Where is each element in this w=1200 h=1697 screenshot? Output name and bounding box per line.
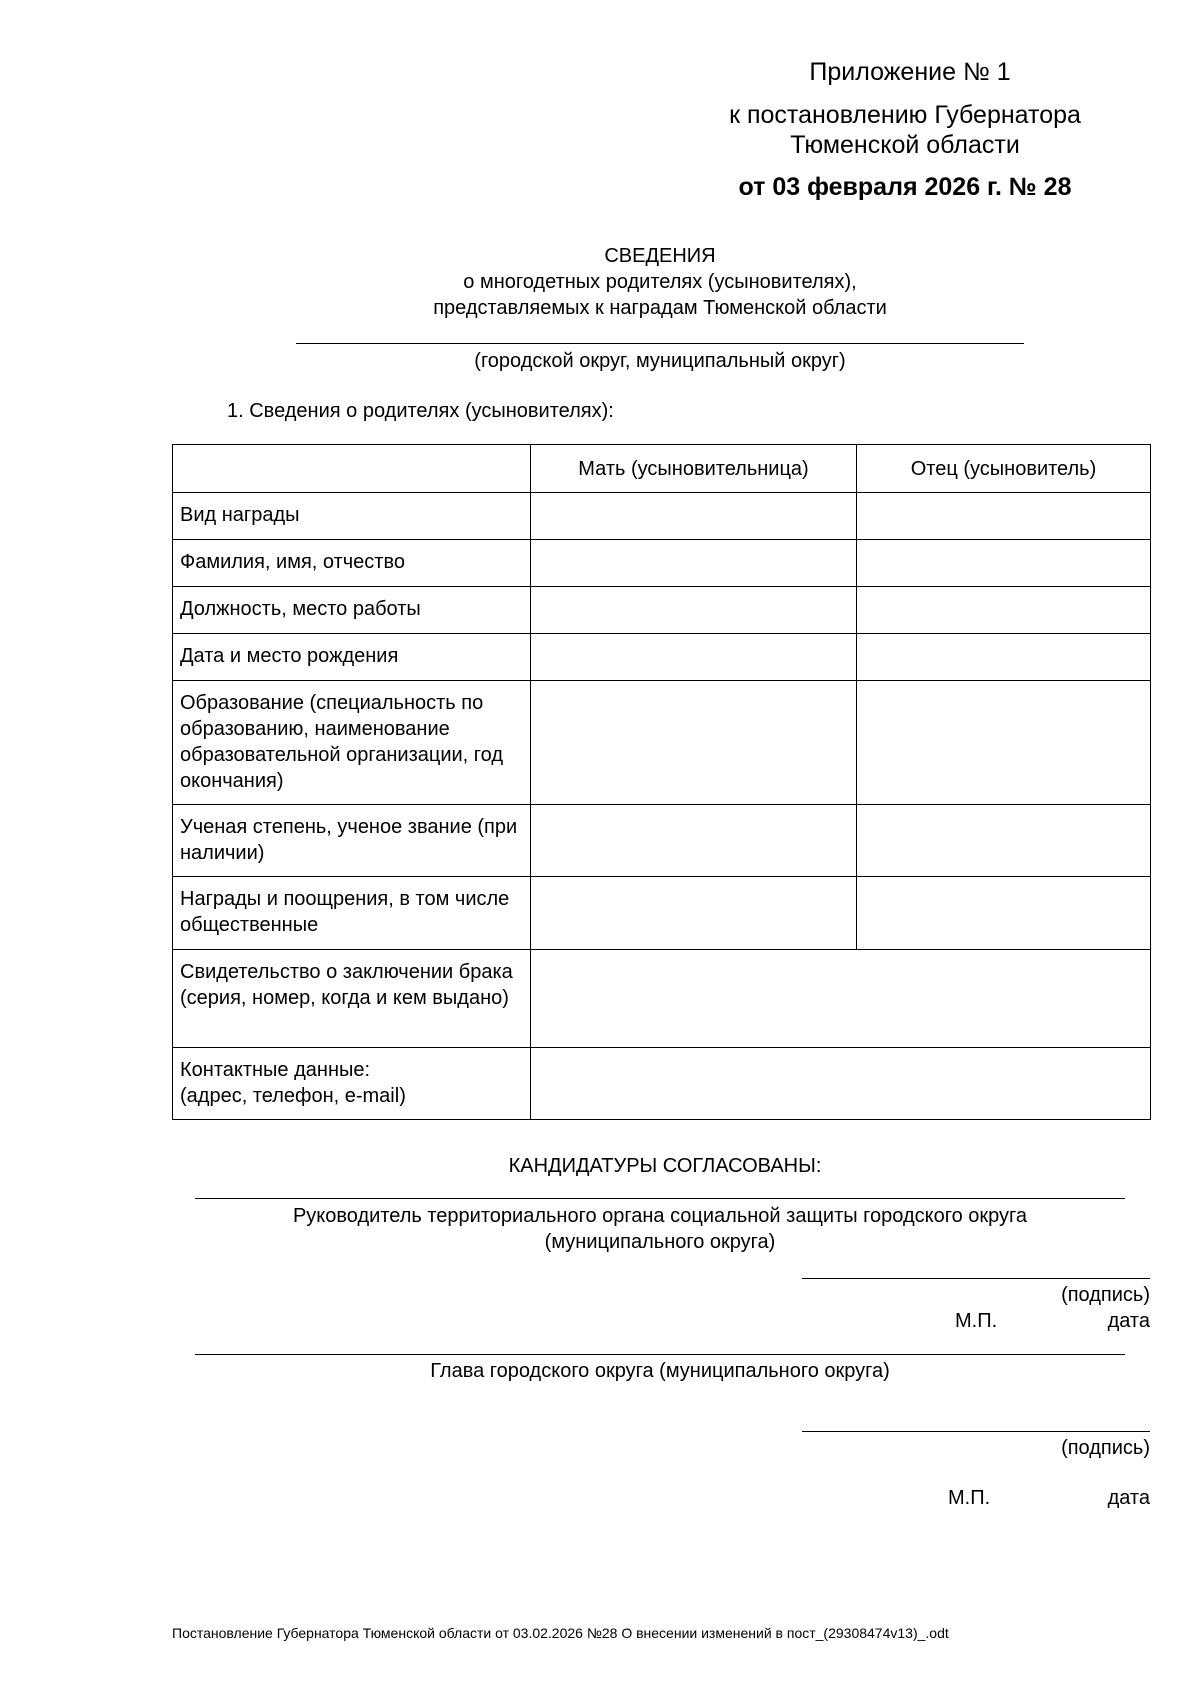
table-row	[173, 493, 1151, 540]
resolution-ref-line1: к постановлению Губернатора	[729, 101, 1081, 129]
marriage-certificate-cell[interactable]	[531, 950, 1151, 1048]
document-subtitle-line1: о многодетных родителях (усыновителях),	[463, 271, 857, 293]
mother-awards-cell[interactable]	[531, 877, 857, 950]
district-head-caption: Глава городского округа (муниципального округа)	[430, 1360, 890, 1382]
row-label-contacts: Контактные данные: (адрес, телефон, e-mail)	[173, 1048, 531, 1120]
table-row	[173, 805, 1151, 877]
father-birth-cell[interactable]	[857, 634, 1151, 681]
row-label-full-name: Фамилия, имя, отчество	[173, 540, 531, 587]
resolution-ref-line2: Тюменской области	[790, 131, 1020, 159]
row-label-education: Образование (специальность по образованию, наименование образовательной организации, год окончания)	[173, 681, 531, 805]
stamp-label-1: М.П.	[955, 1310, 998, 1332]
table-row	[173, 877, 1151, 950]
mother-position-cell[interactable]	[531, 587, 857, 634]
document-title: СВЕДЕНИЯ	[604, 245, 716, 267]
column-header-mother: Мать (усыновительница)	[531, 445, 857, 493]
social-head-name-line	[195, 1198, 1125, 1199]
column-header-father: Отец (усыновитель)	[857, 445, 1151, 493]
social-head-caption-line1: Руководитель территориального органа социальной защиты городского округа	[292, 1205, 1028, 1227]
row-label-award-type: Вид награды	[173, 493, 531, 540]
mother-education-cell[interactable]	[531, 681, 857, 805]
father-position-cell[interactable]	[857, 587, 1151, 634]
signature-line-1[interactable]	[802, 1278, 1150, 1279]
mother-award-type-cell[interactable]	[531, 493, 857, 540]
row-label-marriage-certificate: Свидетельство о заключении брака (серия, номер, когда и кем выдано)	[173, 950, 531, 1048]
row-label-academic-degree: Ученая степень, ученое звание (при наличии)	[173, 805, 531, 877]
section-heading: 1. Сведения о родителях (усыновителях):	[227, 400, 614, 422]
table-row	[173, 681, 1151, 805]
signature-caption-2: (подпись)	[1061, 1437, 1150, 1459]
district-head-name-line	[195, 1354, 1125, 1355]
appendix-label: Приложение № 1	[809, 58, 1011, 86]
mother-degree-cell[interactable]	[531, 805, 857, 877]
date-label-2: дата	[1107, 1487, 1150, 1509]
row-label-position-workplace: Должность, место работы	[173, 587, 531, 634]
contacts-cell[interactable]	[531, 1048, 1151, 1120]
resolution-date-number: от 03 февраля 2026 г. № 28	[738, 173, 1072, 201]
header-empty-cell	[173, 445, 531, 493]
row-label-birth-date-place: Дата и место рождения	[173, 634, 531, 681]
signature-caption-1: (подпись)	[1061, 1284, 1150, 1306]
table-row	[173, 950, 1151, 1048]
father-degree-cell[interactable]	[857, 805, 1151, 877]
father-award-type-cell[interactable]	[857, 493, 1151, 540]
table-row	[173, 540, 1151, 587]
father-awards-cell[interactable]	[857, 877, 1151, 950]
father-education-cell[interactable]	[857, 681, 1151, 805]
document-footer: Постановление Губернатора Тюменской области от 03.02.2026 №28 О внесении изменений в пост_(29308474v13)_.odt	[172, 1625, 949, 1641]
father-full-name-cell[interactable]	[857, 540, 1151, 587]
social-head-caption-line2: (муниципального округа)	[544, 1231, 776, 1253]
approval-heading: КАНДИДАТУРЫ СОГЛАСОВАНЫ:	[508, 1155, 822, 1177]
table-row	[173, 1048, 1151, 1120]
table-header-row	[173, 445, 1151, 493]
district-caption: (городской округ, муниципальный округ)	[474, 350, 846, 372]
document-subtitle-line2: представляемых к наградам Тюменской области	[433, 297, 887, 319]
date-label-1: дата	[1107, 1310, 1150, 1332]
district-fill-line	[296, 343, 1024, 344]
parents-info-table	[172, 444, 1151, 1120]
mother-birth-cell[interactable]	[531, 634, 857, 681]
signature-line-2[interactable]	[802, 1431, 1150, 1432]
mother-full-name-cell[interactable]	[531, 540, 857, 587]
table-row	[173, 587, 1151, 634]
table-row	[173, 634, 1151, 681]
row-label-awards-honors: Награды и поощрения, в том числе общественные	[173, 877, 531, 950]
stamp-label-2: М.П.	[948, 1487, 991, 1509]
